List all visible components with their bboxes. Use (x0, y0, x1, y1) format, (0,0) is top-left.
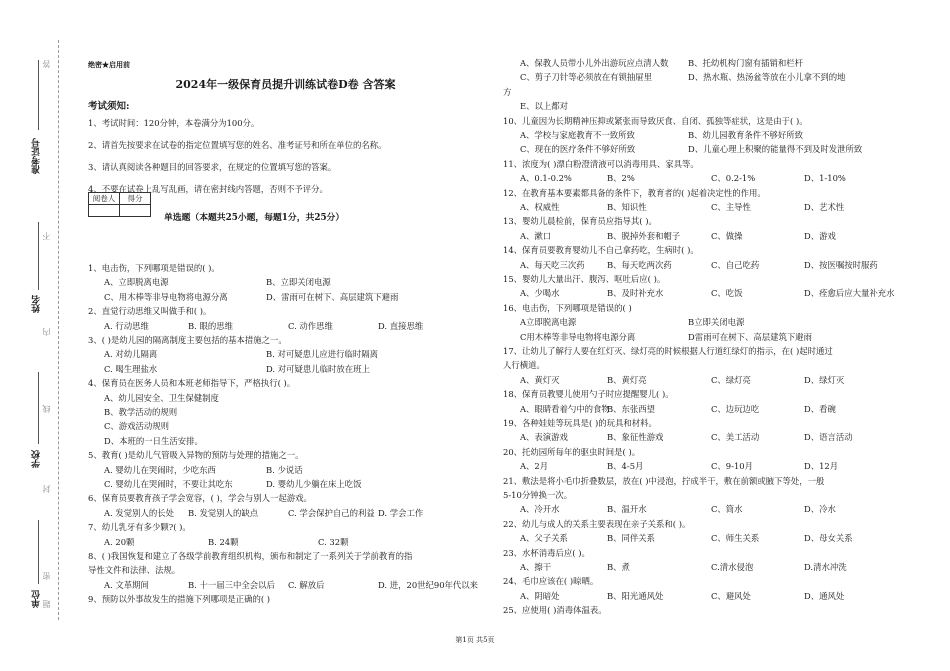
question-text: 14、保育员要教育婴幼儿不自己拿药吃，生病时( )。 (503, 245, 699, 256)
answer-option[interactable]: A、每天吃三次药 (520, 259, 585, 270)
answer-option[interactable]: A、黄灯灭 (520, 374, 560, 385)
option-row (503, 502, 913, 516)
option-row (503, 56, 913, 70)
notice-item: 2、请首先按要求在试卷的指定位置填写您的姓名、准考证号和所在单位的名称。 (88, 140, 387, 150)
question-item (88, 376, 483, 448)
score-table-cell[interactable] (120, 205, 151, 217)
question-item (88, 592, 483, 606)
option-row (88, 347, 483, 361)
question-item (503, 603, 913, 617)
answer-option[interactable]: A. 20颗 (104, 536, 135, 547)
binding-margin (0, 0, 72, 671)
answer-option[interactable]: B. 发觉别人的缺点 (188, 507, 259, 518)
left-question-column (88, 261, 483, 607)
answer-option[interactable]: C. 动作思维 (288, 320, 333, 331)
question-text: 21、敷法是将小毛巾折叠数层，放在( )中浸泡，拧成半干，敷在前额或腋下等处，一般 (503, 475, 825, 486)
question-item (503, 416, 913, 445)
option-row (503, 286, 913, 300)
question-text: 15、婴幼儿大量出汗、腹泻、呕吐后应( )。 (503, 273, 666, 284)
question-text: 2、直觉行动思维又叫做手和( )。 (88, 306, 212, 317)
answer-option[interactable]: B、煮 (607, 561, 630, 572)
answer-option[interactable]: D. 进，20世纪90年代以来 (378, 579, 479, 590)
answer-option[interactable]: A. 行动思维 (104, 320, 149, 331)
option-row (503, 258, 913, 272)
option-row (503, 200, 913, 214)
answer-option[interactable]: C、9-10月 (711, 461, 753, 472)
answer-option[interactable]: B、2% (607, 173, 635, 184)
option-row (503, 402, 913, 416)
answer-option[interactable]: C、师生关系 (711, 533, 760, 544)
answer-option[interactable]: B、4-5月 (607, 461, 644, 472)
notice-list (88, 116, 483, 204)
option-row (503, 128, 913, 142)
question-text: 24、毛巾应该在( )晾晒。 (503, 576, 599, 587)
option-row (503, 373, 913, 387)
answer-option[interactable]: D、母女关系 (804, 533, 853, 544)
option-row (503, 315, 913, 329)
question-text: 10、儿童因为长期精神压抑或紧张而导致厌食、自闭、孤独等症状，这是由于( )。 (503, 115, 808, 126)
score-table-cell[interactable] (89, 205, 120, 217)
answer-option[interactable]: A. 对幼儿隔离 (104, 349, 158, 360)
answer-option[interactable]: D. 对可疑患儿临时放在班上 (266, 363, 370, 374)
answer-option[interactable]: A、0.1-0.2% (520, 173, 572, 184)
question-text: 6、保育员要教育孩子学会宽容，( )，学会与别人一起游戏。 (88, 493, 312, 504)
question-text: 16、电击伤，下列哪项是错误的( ) (503, 302, 632, 313)
question-text: 17、让幼儿了解行人要在红灯灭、绿灯亮的时候根据人行道红绿灯的指示，在( )起时通过 (503, 345, 833, 356)
question-item (503, 157, 913, 186)
answer-option[interactable]: C用木棒等非导电物将电源分离 (520, 331, 636, 342)
answer-option[interactable]: B、黄灯亮 (607, 374, 647, 385)
right-question-column (503, 56, 913, 618)
answer-option[interactable]: D、热水瓶、热汤盆等放在小儿拿不到的地 (688, 72, 846, 83)
question-item (503, 214, 913, 243)
answer-option[interactable]: D、1-10% (804, 173, 846, 184)
option-row (88, 506, 483, 520)
school-label: 学校 (32, 450, 42, 468)
option-row (503, 560, 913, 574)
question-text-continued: 5-10分钟换一次。 (503, 489, 573, 500)
seal-char: 线 (42, 405, 51, 413)
answer-option[interactable]: A、冷开水 (520, 504, 560, 515)
question-text: 13、婴幼儿晨检前，保育员应指导其( )。 (503, 216, 657, 227)
answer-option[interactable]: A、2月 (520, 461, 549, 472)
answer-option[interactable]: B. 少说话 (266, 464, 303, 475)
question-item (88, 448, 483, 491)
answer-option[interactable]: D、儿童心理上积聚的能量得不到及时发泄所致 (688, 144, 863, 155)
answer-option[interactable]: A、幼儿园安全、卫生保健制度 (104, 392, 219, 403)
option-row (503, 229, 913, 243)
option-row (88, 535, 483, 549)
unit-label: 单位 (32, 590, 42, 608)
option-row (88, 477, 483, 491)
answer-option[interactable]: B、温开水 (607, 504, 647, 515)
question-item (503, 56, 913, 114)
option-row (503, 459, 913, 473)
answer-option[interactable]: C、自己吃药 (711, 259, 760, 270)
question-text: 4、保育员在医务人员和本班老师指导下，严格执行( )。 (88, 378, 296, 389)
question-text: 23、水杯消毒后应( )。 (503, 547, 590, 558)
answer-option[interactable]: B. 对可疑患儿应进行临时隔离 (266, 349, 378, 360)
answer-option[interactable]: B、教学活动的规则 (104, 406, 178, 417)
question-text: 19、各种娃娃等玩具是( )的玩具和材料。 (503, 417, 657, 428)
name-label: 姓名 (32, 295, 42, 313)
answer-option[interactable]: C. 解放后 (288, 579, 325, 590)
question-item (503, 114, 913, 157)
seal-char: 题 (42, 600, 51, 608)
answer-option[interactable]: C、吃饭 (711, 288, 743, 299)
answer-option[interactable]: A. 文革期间 (104, 579, 149, 590)
question-item (503, 272, 913, 301)
option-row (88, 434, 483, 448)
answer-option[interactable]: D、12月 (804, 461, 839, 472)
option-row (503, 70, 913, 84)
question-item (503, 517, 913, 546)
answer-option[interactable]: D. 直接思维 (378, 320, 424, 331)
answer-option[interactable]: B、立即关闭电源 (266, 277, 331, 288)
question-text: 5、教育( )是幼儿气管吸入异物的预防与处理的措施之一。 (88, 450, 304, 461)
question-text: 3、( )是幼儿园的隔离制度主要包括的基本措施之一。 (88, 334, 287, 345)
answer-option[interactable]: C、美工活动 (711, 432, 760, 443)
notice-item: 4、不要在试卷上乱写乱画，请在密封线内答题，否则不予评分。 (88, 184, 328, 194)
question-text: 1、电击伤，下列哪项是错误的( )。 (88, 263, 220, 273)
notice-item: 3、请认真阅读各种题目的回答要求，在规定的位置填写您的答案。 (88, 162, 337, 172)
answer-option[interactable]: D雷雨可在树下、高层建筑下避雨 (688, 331, 812, 342)
option-row (88, 290, 483, 304)
option-row (88, 319, 483, 333)
question-item (88, 304, 483, 333)
answer-option[interactable]: E、以上都对 (520, 101, 568, 112)
option-continued: 方 (503, 86, 512, 97)
answer-option[interactable]: C. 学会保护自己的利益 (288, 507, 375, 518)
score-table (88, 192, 151, 217)
question-text: 22、幼儿与成人的关系主要表现在亲子关系和( )。 (503, 518, 691, 529)
question-item (503, 186, 913, 215)
answer-option[interactable]: D、冷水 (804, 504, 836, 515)
answer-option[interactable]: C、0.2-1% (711, 173, 756, 184)
answer-option[interactable]: C、绿灯亮 (711, 374, 751, 385)
answer-option[interactable]: D、看碗 (804, 403, 836, 414)
answer-option[interactable]: A立即脱离电源 (520, 317, 577, 328)
answer-option[interactable]: C. 婴幼儿在哭闹时，不要让其吃东 (104, 478, 233, 489)
answer-option[interactable]: B、象征性游戏 (607, 432, 664, 443)
score-table-header: 得分 (120, 193, 151, 205)
answer-option[interactable]: B、每天吃两次药 (607, 259, 672, 270)
question-text: 25、应使用( )消毒体温表。 (503, 605, 607, 616)
question-item (88, 549, 483, 592)
question-text: 7、幼儿乳牙有多少颗?( )。 (88, 522, 191, 533)
answer-option[interactable]: A、阴暗处 (520, 590, 560, 601)
answer-option[interactable]: A、表演游戏 (520, 432, 568, 443)
option-row (88, 578, 483, 592)
answer-option[interactable]: A、眼睛看着勺中的食物 (520, 403, 610, 414)
option-row (88, 463, 483, 477)
answer-option[interactable]: A、学校与家庭教育不一致所致 (520, 129, 635, 140)
answer-option[interactable]: B. 眼的思维 (188, 320, 233, 331)
seal-char: 密 (42, 572, 51, 580)
question-text: 18、保育员教婴儿使用勺子时应提醒婴儿( )。 (503, 389, 674, 400)
question-text: 12、在教育基本要素都具备的条件下，教育者的( )起着决定性的作用。 (503, 187, 766, 198)
answer-option[interactable]: D、游戏 (804, 230, 836, 241)
notice-item: 1、考试时间：120分钟，本卷满分为100分。 (88, 118, 260, 128)
name-line (38, 222, 39, 290)
school-line (38, 372, 39, 444)
answer-option[interactable]: A、权威性 (520, 201, 560, 212)
answer-option[interactable]: C. 喝生理盐水 (104, 363, 158, 374)
answer-option[interactable]: D、通风处 (804, 590, 845, 601)
option-row (503, 171, 913, 185)
answer-option[interactable]: C.清水侵泡 (711, 561, 754, 572)
answer-option[interactable]: C、现在的医疗条件不够好所致 (520, 144, 636, 155)
score-table-header: 阅卷人 (89, 193, 120, 205)
ticket-number-label: 准考证号 (32, 138, 42, 174)
option-row (88, 362, 483, 376)
option-row (503, 589, 913, 603)
seal-char: 答 (42, 60, 51, 68)
answer-option[interactable]: A、少喝水 (520, 288, 560, 299)
answer-option[interactable]: B、脱掉外套和帽子 (607, 230, 681, 241)
answer-option[interactable]: D、按医嘱按时服药 (804, 259, 878, 270)
answer-option[interactable]: A、漱口 (520, 230, 552, 241)
page-footer: 第1页 共5页 (455, 636, 495, 644)
option-row (88, 275, 483, 289)
answer-option[interactable]: D、语言活动 (804, 432, 853, 443)
answer-option[interactable]: C、用木棒等非导电物将电源分离 (104, 291, 228, 302)
option-row (503, 330, 913, 344)
option-row (503, 99, 913, 113)
answer-option[interactable]: B、知识性 (607, 201, 647, 212)
option-row (503, 531, 913, 545)
answer-option[interactable]: A、保教人员带小儿外出游玩应点清人数 (520, 58, 669, 68)
question-text-continued: 人行横道。 (503, 360, 545, 371)
question-text: 9、预防以外事故发生的措施下列哪项是正确的( ) (88, 594, 271, 605)
answer-option[interactable]: D. 学会工作 (378, 507, 424, 518)
option-row (88, 391, 483, 405)
notice-heading: 考试须知: (88, 101, 130, 112)
unit-line (38, 520, 39, 584)
seal-char: 封 (42, 485, 51, 493)
question-text: 11、浓度为( )漂白粉澄清液可以消毒用具、家具等。 (503, 158, 699, 169)
answer-option[interactable]: D、痊愈后应大量补充水 (804, 288, 895, 299)
answer-option[interactable]: A、擦干 (520, 561, 552, 572)
question-item (503, 474, 913, 517)
question-text: 8、( )我国恢复和建立了各级学前教育组织机构，颁布和制定了一系列关于学前教育的指 (88, 550, 413, 561)
question-item (503, 445, 913, 474)
answer-option[interactable]: B、托幼机构门窗有插销和栏杆 (688, 58, 804, 68)
answer-option[interactable]: B立即关闭电源 (688, 317, 745, 328)
answer-option[interactable]: C、主导性 (711, 201, 751, 212)
question-item (503, 387, 913, 416)
seal-dashed-line (58, 40, 59, 620)
question-item (88, 333, 483, 376)
question-item (88, 261, 483, 304)
option-row (503, 142, 913, 156)
option-row (88, 405, 483, 419)
answer-option[interactable]: D.清水冲洗 (804, 561, 847, 572)
answer-option[interactable]: A、立即脱离电源 (104, 277, 169, 288)
seal-char: 不 (42, 232, 51, 240)
question-item (88, 491, 483, 520)
answer-option[interactable]: B、及时补充水 (607, 288, 664, 299)
question-item (503, 546, 913, 575)
answer-option[interactable]: A、父子关系 (520, 533, 568, 544)
answer-option[interactable]: C、筒水 (711, 504, 743, 515)
question-item (88, 520, 483, 549)
option-row (88, 419, 483, 433)
answer-option[interactable]: B、同伴关系 (607, 533, 656, 544)
answer-option[interactable]: D. 婴幼儿少躺在床上吃饭 (266, 478, 362, 489)
question-text-continued: 导性文件和法律、法规。 (88, 565, 181, 576)
question-item (503, 574, 913, 603)
answer-option[interactable]: C、游戏活动规则 (104, 421, 170, 432)
answer-option[interactable]: C、做操 (711, 230, 743, 241)
question-item (503, 301, 913, 344)
question-item (503, 344, 913, 387)
page-title: 2024年一级保育员提升训练试卷D卷 含答案 (175, 78, 396, 91)
secret-mark: 绝密★启用前 (88, 60, 130, 69)
seal-char: 内 (42, 328, 51, 336)
answer-option[interactable]: B、东张西望 (607, 403, 656, 414)
answer-option[interactable]: D、绿灯灭 (804, 374, 845, 385)
answer-option[interactable]: D、艺术性 (804, 201, 845, 212)
answer-option[interactable]: B、幼儿园教育条件不够好所致 (688, 129, 804, 140)
option-row (503, 430, 913, 444)
answer-option[interactable]: C、边玩边吃 (711, 403, 760, 414)
question-item (503, 243, 913, 272)
question-text: 20、托幼园所每年的驱虫时间是( )。 (503, 446, 641, 457)
answer-option[interactable]: C、剪子刀针等必须放在有锁抽屉里 (520, 72, 653, 83)
answer-option[interactable]: D、本班的一日生活安排。 (104, 435, 203, 446)
answer-option[interactable]: B、阳光通风处 (607, 590, 664, 601)
section-heading: 单选题（本题共25小题，每题1分，共25分） (164, 213, 345, 223)
answer-option[interactable]: D、雷雨可在树下、高层建筑下避雨 (266, 291, 399, 302)
answer-option[interactable]: C、避风处 (711, 590, 751, 601)
answer-option[interactable]: B. 十一届三中全会以后 (188, 579, 275, 590)
ticket-number-line (38, 60, 39, 130)
answer-option[interactable]: C. 32颗 (318, 536, 349, 547)
answer-option[interactable]: A. 婴幼儿在哭闹时，少吃东西 (104, 464, 216, 475)
answer-option[interactable]: A. 发觉别人的长处 (104, 507, 174, 518)
answer-option[interactable]: B. 24颗 (208, 536, 239, 547)
